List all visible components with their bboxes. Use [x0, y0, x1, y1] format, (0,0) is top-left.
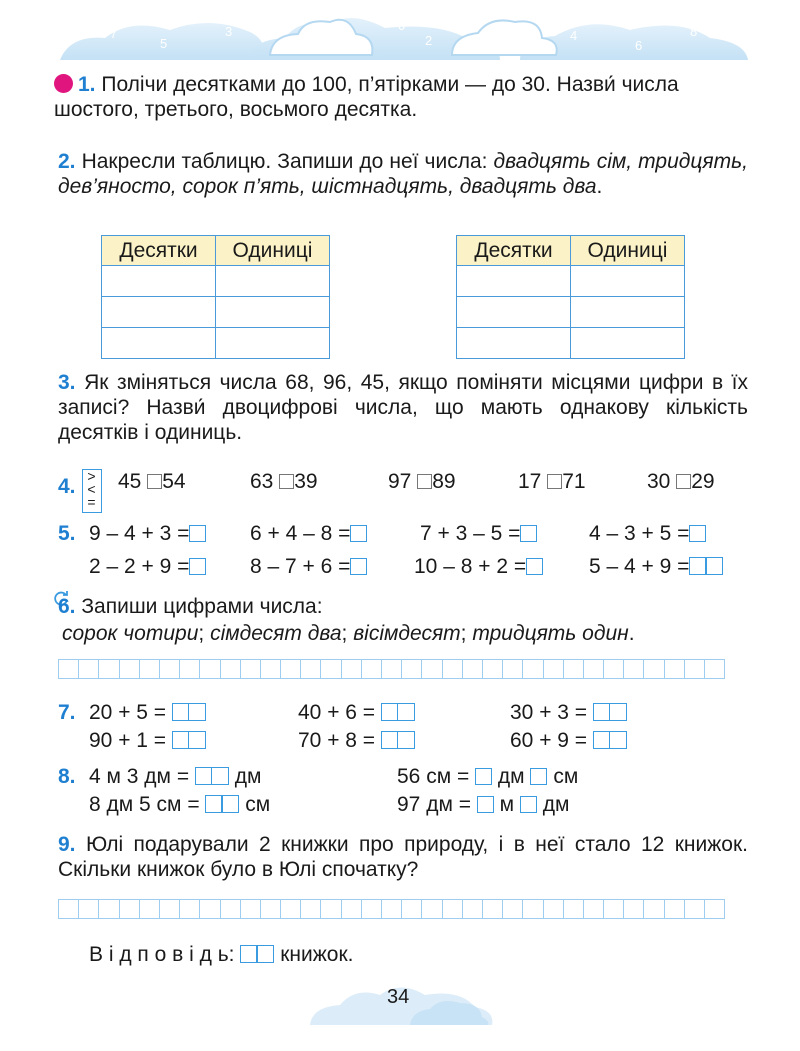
grid-cell[interactable] — [563, 659, 584, 679]
separator: . — [628, 622, 635, 645]
task-text: Накресли таблицю. Запиши до неї числа: — [81, 150, 488, 173]
header-digit: 6 — [635, 38, 643, 53]
conversion-text: 56 см = — [397, 765, 470, 788]
task-8 — [58, 764, 76, 789]
expression-text: 40 + 6 = — [298, 701, 376, 724]
answer-box[interactable] — [530, 768, 547, 785]
expression-text: 30 + 3 = — [510, 701, 588, 724]
conversion-text: 97 дм = — [397, 793, 471, 816]
compare-item — [118, 469, 186, 494]
compare-box[interactable] — [417, 474, 432, 489]
grid-cell[interactable] — [381, 659, 402, 679]
grid-cell[interactable] — [139, 659, 160, 679]
grid-cell[interactable] — [462, 899, 483, 919]
grid-cell[interactable] — [684, 659, 705, 679]
compare-left: 45 — [118, 470, 142, 493]
table-cell[interactable] — [571, 328, 685, 359]
table-cell[interactable] — [102, 328, 216, 359]
grid-cell[interactable] — [220, 899, 241, 919]
table-header-units: Одиниці — [571, 236, 685, 266]
grid-cell[interactable] — [260, 899, 281, 919]
expression — [589, 521, 706, 546]
expression — [89, 521, 206, 546]
task-number: 6. — [58, 595, 76, 618]
expression — [89, 700, 206, 725]
task-text-end: . — [596, 175, 603, 198]
grid-cell[interactable] — [159, 659, 180, 679]
grid-cell[interactable] — [462, 659, 483, 679]
separator: ; — [341, 622, 348, 645]
grid-cell[interactable] — [603, 899, 624, 919]
task-number: 2. — [58, 150, 76, 173]
grid-cell[interactable] — [300, 899, 321, 919]
grid-cell[interactable] — [421, 899, 442, 919]
task-6-words — [62, 621, 752, 646]
expression-text: 10 – 8 + 2 = — [414, 555, 527, 578]
grid-cell[interactable] — [643, 899, 664, 919]
answer-box[interactable] — [350, 525, 367, 542]
grid-cell[interactable] — [684, 899, 705, 919]
table-cell[interactable] — [102, 297, 216, 328]
header-digit: 7 — [110, 26, 118, 41]
expression-text: 60 + 9 = — [510, 729, 588, 752]
grid-cell[interactable] — [442, 899, 463, 919]
answer-box[interactable] — [189, 558, 206, 575]
grid-cell[interactable] — [361, 659, 382, 679]
grid-cell[interactable] — [320, 659, 341, 679]
answer-label: В і д п о в і д ь: — [89, 943, 235, 966]
writing-grid-task-9[interactable] — [58, 899, 724, 919]
grid-cell[interactable] — [502, 899, 523, 919]
grid-cell[interactable] — [280, 899, 301, 919]
task-1 — [54, 72, 748, 122]
answer-box-double[interactable] — [689, 557, 723, 575]
conversion-text: 8 дм 5 см = — [89, 793, 200, 816]
compare-left: 63 — [250, 470, 274, 493]
table-cell[interactable] — [216, 266, 330, 297]
grid-cell[interactable] — [341, 659, 362, 679]
task-number: 4. — [58, 475, 76, 498]
tens-units-table-right — [456, 235, 685, 359]
compare-left: 97 — [388, 470, 412, 493]
compare-left: 17 — [518, 470, 542, 493]
grid-cell[interactable] — [300, 659, 321, 679]
grid-cell[interactable] — [341, 899, 362, 919]
grid-cell[interactable] — [583, 659, 604, 679]
expression — [250, 521, 367, 546]
unit-label: м — [499, 793, 515, 816]
grid-cell[interactable] — [220, 659, 241, 679]
task-number: 1. — [78, 73, 96, 96]
answer-box[interactable] — [189, 525, 206, 542]
grid-cell[interactable] — [240, 659, 261, 679]
grid-cell[interactable] — [199, 899, 220, 919]
grid-cell[interactable] — [623, 659, 644, 679]
grid-cell[interactable] — [623, 899, 644, 919]
answer-box[interactable] — [475, 768, 492, 785]
task-number: 9. — [58, 833, 76, 856]
answer-box-double[interactable] — [195, 767, 229, 785]
header-digit: 5 — [160, 36, 168, 51]
unit-label: см — [553, 765, 579, 788]
unit-label: дм — [497, 765, 525, 788]
task-number: 5. — [58, 522, 76, 545]
compare-item — [647, 469, 715, 494]
header-digit: 8 — [690, 24, 698, 39]
grid-cell[interactable] — [361, 899, 382, 919]
conversion — [397, 764, 578, 789]
grid-cell[interactable] — [563, 899, 584, 919]
expression-text: 90 + 1 = — [89, 729, 167, 752]
task-number: 8. — [58, 765, 76, 788]
header-digit: 4 — [570, 28, 578, 43]
table-cell[interactable] — [457, 266, 571, 297]
conversion-text: 4 м 3 дм = — [89, 765, 190, 788]
grid-cell[interactable] — [260, 659, 281, 679]
grid-cell[interactable] — [482, 899, 503, 919]
answer-box[interactable] — [350, 558, 367, 575]
expression-text: 5 – 4 + 9 = — [589, 555, 690, 578]
task-text: Юлі подарували 2 книжки про природу, і в неї стало 12 книжок. Скільки книжок було в Юлі спочатку? — [58, 833, 748, 881]
grid-cell[interactable] — [704, 899, 725, 919]
table-header-tens: Десятки — [457, 236, 571, 266]
compare-item — [518, 469, 586, 494]
tens-units-table-left — [101, 235, 330, 359]
expression — [89, 554, 206, 579]
compare-left: 30 — [647, 470, 671, 493]
grid-cell[interactable] — [522, 659, 543, 679]
expression-text: 2 – 2 + 9 = — [89, 555, 190, 578]
unit-label: дм — [234, 765, 262, 788]
task-7 — [58, 700, 76, 725]
task-text: Полічи десятками до 100, п’ятірками — до 30. Назви́ числа шостого, третього, восьмого десятка. — [54, 73, 679, 121]
header-digit: 3 — [225, 24, 233, 39]
bullet-icon — [54, 74, 73, 93]
header-digit: 1 — [360, 36, 368, 51]
grid-cell[interactable] — [583, 899, 604, 919]
separator: ; — [198, 622, 205, 645]
compare-box[interactable] — [147, 474, 162, 489]
answer-box[interactable] — [477, 796, 494, 813]
task-2 — [58, 149, 748, 199]
grid-cell[interactable] — [139, 899, 160, 919]
grid-cell[interactable] — [78, 659, 99, 679]
expression — [420, 521, 537, 546]
expression — [510, 700, 627, 725]
compare-box[interactable] — [676, 474, 691, 489]
table-cell[interactable] — [457, 297, 571, 328]
table-cell[interactable] — [102, 266, 216, 297]
answer-line — [89, 942, 353, 967]
compare-box[interactable] — [547, 474, 562, 489]
table-cell[interactable] — [457, 328, 571, 359]
grid-cell[interactable] — [119, 899, 140, 919]
expression — [298, 700, 415, 725]
number-word: сімдесят два — [210, 622, 342, 645]
grid-cell[interactable] — [401, 899, 422, 919]
unit-label: дм — [542, 793, 570, 816]
expression-text: 7 + 3 – 5 = — [420, 522, 521, 545]
grid-cell[interactable] — [98, 899, 119, 919]
grid-cell[interactable] — [664, 659, 685, 679]
grid-cell[interactable] — [159, 899, 180, 919]
grid-cell[interactable] — [98, 659, 119, 679]
expression-text: 70 + 8 = — [298, 729, 376, 752]
compare-item — [250, 469, 318, 494]
expression — [89, 728, 206, 753]
task-6 — [58, 594, 748, 619]
expression — [250, 554, 367, 579]
expression-text: 4 – 3 + 5 = — [589, 522, 690, 545]
expression-text: 9 – 4 + 3 = — [89, 522, 190, 545]
table-header-tens: Десятки — [102, 236, 216, 266]
task-4 — [58, 469, 104, 513]
task-5 — [58, 521, 76, 546]
sign-less: < — [87, 481, 96, 497]
grid-cell[interactable] — [401, 659, 422, 679]
conversion — [89, 792, 270, 817]
comparison-signs-box — [82, 469, 102, 513]
task-3 — [58, 370, 748, 445]
sign-greater: > — [87, 468, 96, 484]
task-text-italic: двадцять сім, тридцять, дев’яносто, сорок п’ять, шістнадцять, двадцять два — [58, 150, 748, 198]
grid-cell[interactable] — [482, 659, 503, 679]
grid-cell[interactable] — [58, 899, 79, 919]
grid-cell[interactable] — [704, 659, 725, 679]
expression — [589, 554, 723, 579]
grid-cell[interactable] — [664, 899, 685, 919]
grid-cell[interactable] — [381, 899, 402, 919]
grid-cell[interactable] — [58, 659, 79, 679]
grid-cell[interactable] — [78, 899, 99, 919]
answer-box-double[interactable] — [593, 703, 627, 721]
answer-box-double[interactable] — [381, 731, 415, 749]
expression-text: 6 + 4 – 8 = — [250, 522, 351, 545]
sign-equal: = — [87, 494, 96, 510]
task-text: Як зміняться числа 68, 96, 45, якщо поміняти місцями цифри в їх записі? Назви́ двоцифрові числа, що мають однакову кількість десятків і одиниць. — [58, 371, 748, 444]
grid-cell[interactable] — [421, 659, 442, 679]
grid-cell[interactable] — [643, 659, 664, 679]
conversion — [397, 792, 570, 817]
task-number: 7. — [58, 701, 76, 724]
grid-cell[interactable] — [543, 899, 564, 919]
table-cell[interactable] — [216, 297, 330, 328]
header-clouds-decoration — [0, 0, 800, 80]
expression — [414, 554, 543, 579]
task-text: Запиши цифрами числа: — [81, 595, 323, 618]
answer-box-double[interactable] — [381, 703, 415, 721]
grid-cell[interactable] — [240, 899, 261, 919]
expression — [298, 728, 415, 753]
header-digit: 0 — [398, 18, 406, 33]
compare-right: 39 — [294, 470, 318, 493]
grid-cell[interactable] — [199, 659, 220, 679]
compare-right: 89 — [432, 470, 456, 493]
grid-cell[interactable] — [502, 659, 523, 679]
unit-label: см — [245, 793, 271, 816]
answer-box-double[interactable] — [240, 945, 274, 963]
expression — [510, 728, 627, 753]
task-number: 3. — [58, 371, 76, 394]
table-cell[interactable] — [571, 297, 685, 328]
separator: ; — [460, 622, 467, 645]
conversion — [89, 764, 261, 789]
compare-right: 54 — [162, 470, 186, 493]
number-word: сорок чотири — [62, 622, 199, 645]
grid-cell[interactable] — [543, 659, 564, 679]
table-cell[interactable] — [216, 328, 330, 359]
answer-unit: книжок. — [280, 943, 354, 966]
grid-cell[interactable] — [179, 899, 200, 919]
answer-box[interactable] — [689, 525, 706, 542]
compare-right: 71 — [562, 470, 586, 493]
task-9 — [58, 832, 748, 882]
expression-text: 8 – 7 + 6 = — [250, 555, 351, 578]
answer-box-double[interactable] — [172, 703, 206, 721]
answer-box[interactable] — [520, 525, 537, 542]
page-number: 34 — [387, 986, 410, 1008]
grid-cell[interactable] — [522, 899, 543, 919]
answer-box-double[interactable] — [172, 731, 206, 749]
table-header-units: Одиниці — [216, 236, 330, 266]
grid-cell[interactable] — [280, 659, 301, 679]
compare-box[interactable] — [279, 474, 294, 489]
expression-text: 20 + 5 = — [89, 701, 167, 724]
writing-grid-task-6[interactable] — [58, 659, 724, 679]
compare-right: 29 — [691, 470, 715, 493]
grid-cell[interactable] — [320, 899, 341, 919]
answer-box-double[interactable] — [593, 731, 627, 749]
header-digit: 2 — [425, 33, 433, 48]
grid-cell[interactable] — [179, 659, 200, 679]
number-word: тридцять один — [472, 622, 629, 645]
table-cell[interactable] — [571, 266, 685, 297]
number-word: вісімдесят — [353, 622, 461, 645]
compare-item — [388, 469, 456, 494]
answer-box[interactable] — [520, 796, 537, 813]
answer-box[interactable] — [526, 558, 543, 575]
answer-box-double[interactable] — [205, 795, 239, 813]
grid-cell[interactable] — [603, 659, 624, 679]
grid-cell[interactable] — [442, 659, 463, 679]
grid-cell[interactable] — [119, 659, 140, 679]
